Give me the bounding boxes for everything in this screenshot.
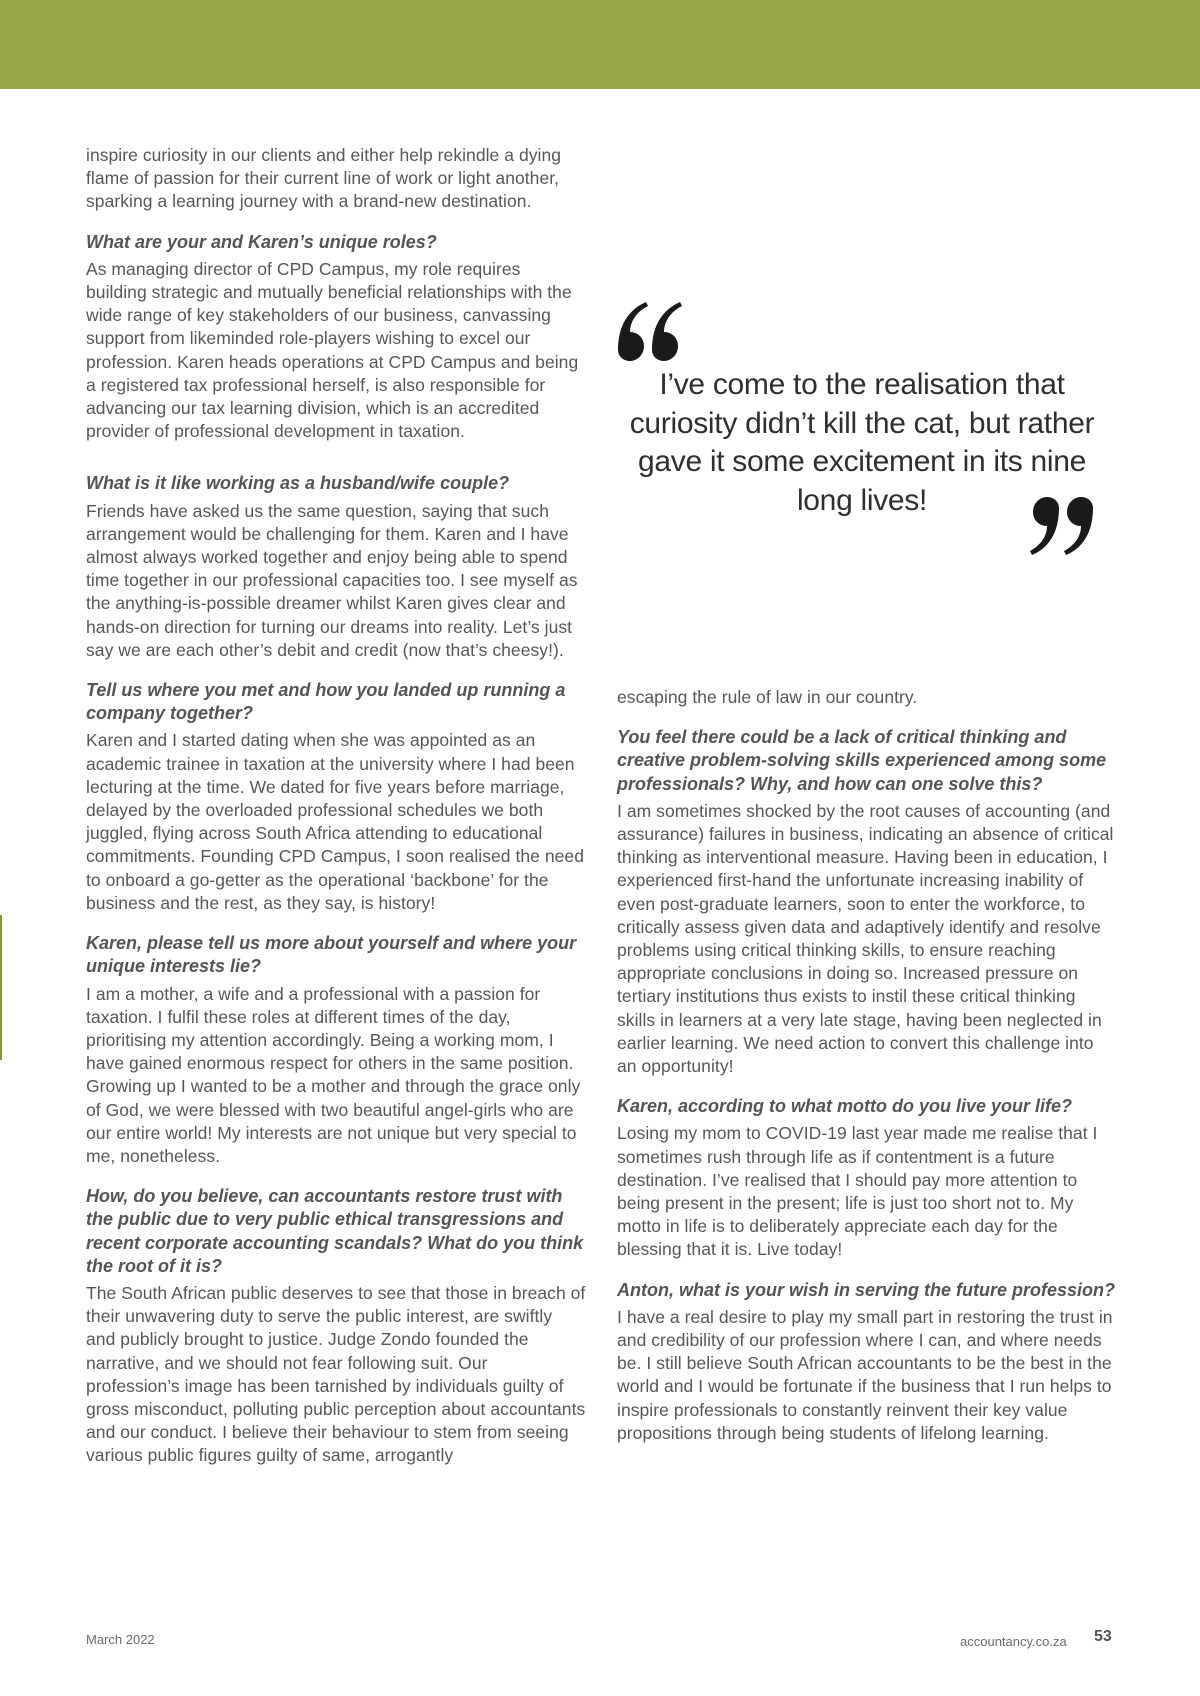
footer-site[interactable]: accountancy.co.za	[960, 1634, 1067, 1649]
continuation-paragraph: escaping the rule of law in our country.	[617, 687, 918, 707]
question-restore-trust: How, do you believe, can accountants restore trust with the public due to very public ethical transgressions and recent corporate accounting scandals? What do you think the root of it is?	[86, 1186, 584, 1276]
question-roles: What are your and Karen’s unique roles?	[86, 231, 437, 252]
question-wish: Anton, what is your wish in serving the future profession?	[617, 1279, 1116, 1300]
answer-wish: I have a real desire to play my small part in restoring the trust in and credibility of our profession where I can, and where needs be. I still believe South African accountants to be the best in the world and I would be fortunate if the business that I run helps to inspire professionals to constantly reinvent their key value propositions through being students of lifelong learning.	[617, 1306, 1113, 1443]
answer-couple: Friends have asked us the same question, saying that such arrangement would be challenging for them. Karen and I have almost always worked together and enjoy being able to spend time together in our professional capacities too. I see myself as the anything-is-possible dreamer whilst Karen gives clear and hands-on direction for turning our dreams into reality. Let’s just say we are each other’s debit and credit (now that’s cheesy!).	[86, 500, 578, 660]
open-quote-icon	[614, 300, 684, 362]
question-met: Tell us where you met and how you landed up running a company together?	[86, 680, 566, 724]
page-number: 53	[1094, 1628, 1112, 1645]
pull-quote	[614, 300, 1110, 560]
pull-quote-text: I’ve come to the realisation that curiosity didn’t kill the cat, but rather gave it some excitement in its nine long lives!	[629, 368, 1095, 517]
edge-marker	[0, 915, 2, 1060]
answer-roles: As managing director of CPD Campus, my role requires building strategic and mutually beneficial relationships with the wide range of key stakeholders of our business, canvassing support from likeminded role-players wishing to excel our profession. Karen heads operations at CPD Campus and being a registered tax professional herself, is also responsible for advancing our tax learning division, which is an accredited provider of professional development in taxation.	[86, 258, 579, 442]
answer-karen-interests: I am a mother, a wife and a professional with a passion for taxation. I fulfil these roles at different times of the day, prioritising my attention accordingly. Being a working mom, I have gained enormous respect for others in the same position. Growing up I wanted to be a mother and through the grace only of God, we were blessed with two beautiful angel-girls who are our entire world! My interests are not unique but very special to me, nonetheless.	[86, 983, 581, 1166]
question-motto: Karen, according to what motto do you live your life?	[617, 1096, 1073, 1117]
close-quote-icon	[1029, 496, 1095, 556]
answer-motto: Losing my mom to COVID-19 last year made me realise that I sometimes rush through life as if contentment is a future destination. I’ve realised that I should pay more attention to being present in the present; life is just too short not to. My motto in life is to deliberately appreciate each day for the blessing that it is. Live today!	[617, 1123, 1098, 1260]
header-band	[0, 0, 1200, 89]
question-couple: What is it like working as a husband/wife couple?	[86, 473, 510, 494]
answer-restore-trust: The South African public deserves to see that those in breach of their unwavering duty to serve the public interest, are swiftly and publicly brought to justice. Judge Zondo founded the narrative, and we should not fear following suit. Our profession’s image has been tarnished by individuals guilty of gross misconduct, polluting public perception about accountants and our conduct. I believe their behaviour to stem from seeing various public figures guilty of same, arrogantly	[86, 1282, 586, 1466]
intro-paragraph: inspire curiosity in our clients and either help rekindle a dying flame of passion for their current line of work or light another, sparking a learning journey with a brand-new destination.	[86, 145, 562, 212]
footer-date: March 2022	[86, 1632, 155, 1647]
answer-met: Karen and I started dating when she was appointed as an academic trainee in taxation at the university where I had been lecturing at the time. We dated for five years before marriage, delayed by the overloaded professional schedules we both juggled, flying across South Africa attending to educational commitments. Founding CPD Campus, I soon realised the need to onboard a go-getter as the operational ‘backbone’ for the business and the rest, as they say, is history!	[86, 730, 585, 913]
answer-critical-thinking: I am sometimes shocked by the root causes of accounting (and assurance) failures in business, indicating an absence of critical thinking as interventional measure. Having been in education, I experienced first-hand the unfortunate increasing inability of even post-graduate learners, soon to enter the workforce, to critically assess given data and adaptively identify and resolve problems using critical thinking skills, to ensure reaching appropriate conclusions in doing so. Increased pressure on tertiary institutions thus exists to instil these critical thinking skills in learners at a very late stage, having been neglected in earlier learning. We need action to convert this challenge into an opportunity!	[617, 800, 1114, 1077]
question-critical-thinking: You feel there could be a lack of critical thinking and creative problem-solving skills experienced among some professionals? Why, and how can one solve this?	[617, 727, 1107, 794]
right-column	[617, 686, 1117, 1445]
question-karen-interests: Karen, please tell us more about yourself and where your unique interests lie?	[86, 933, 577, 977]
left-column	[86, 144, 586, 1468]
